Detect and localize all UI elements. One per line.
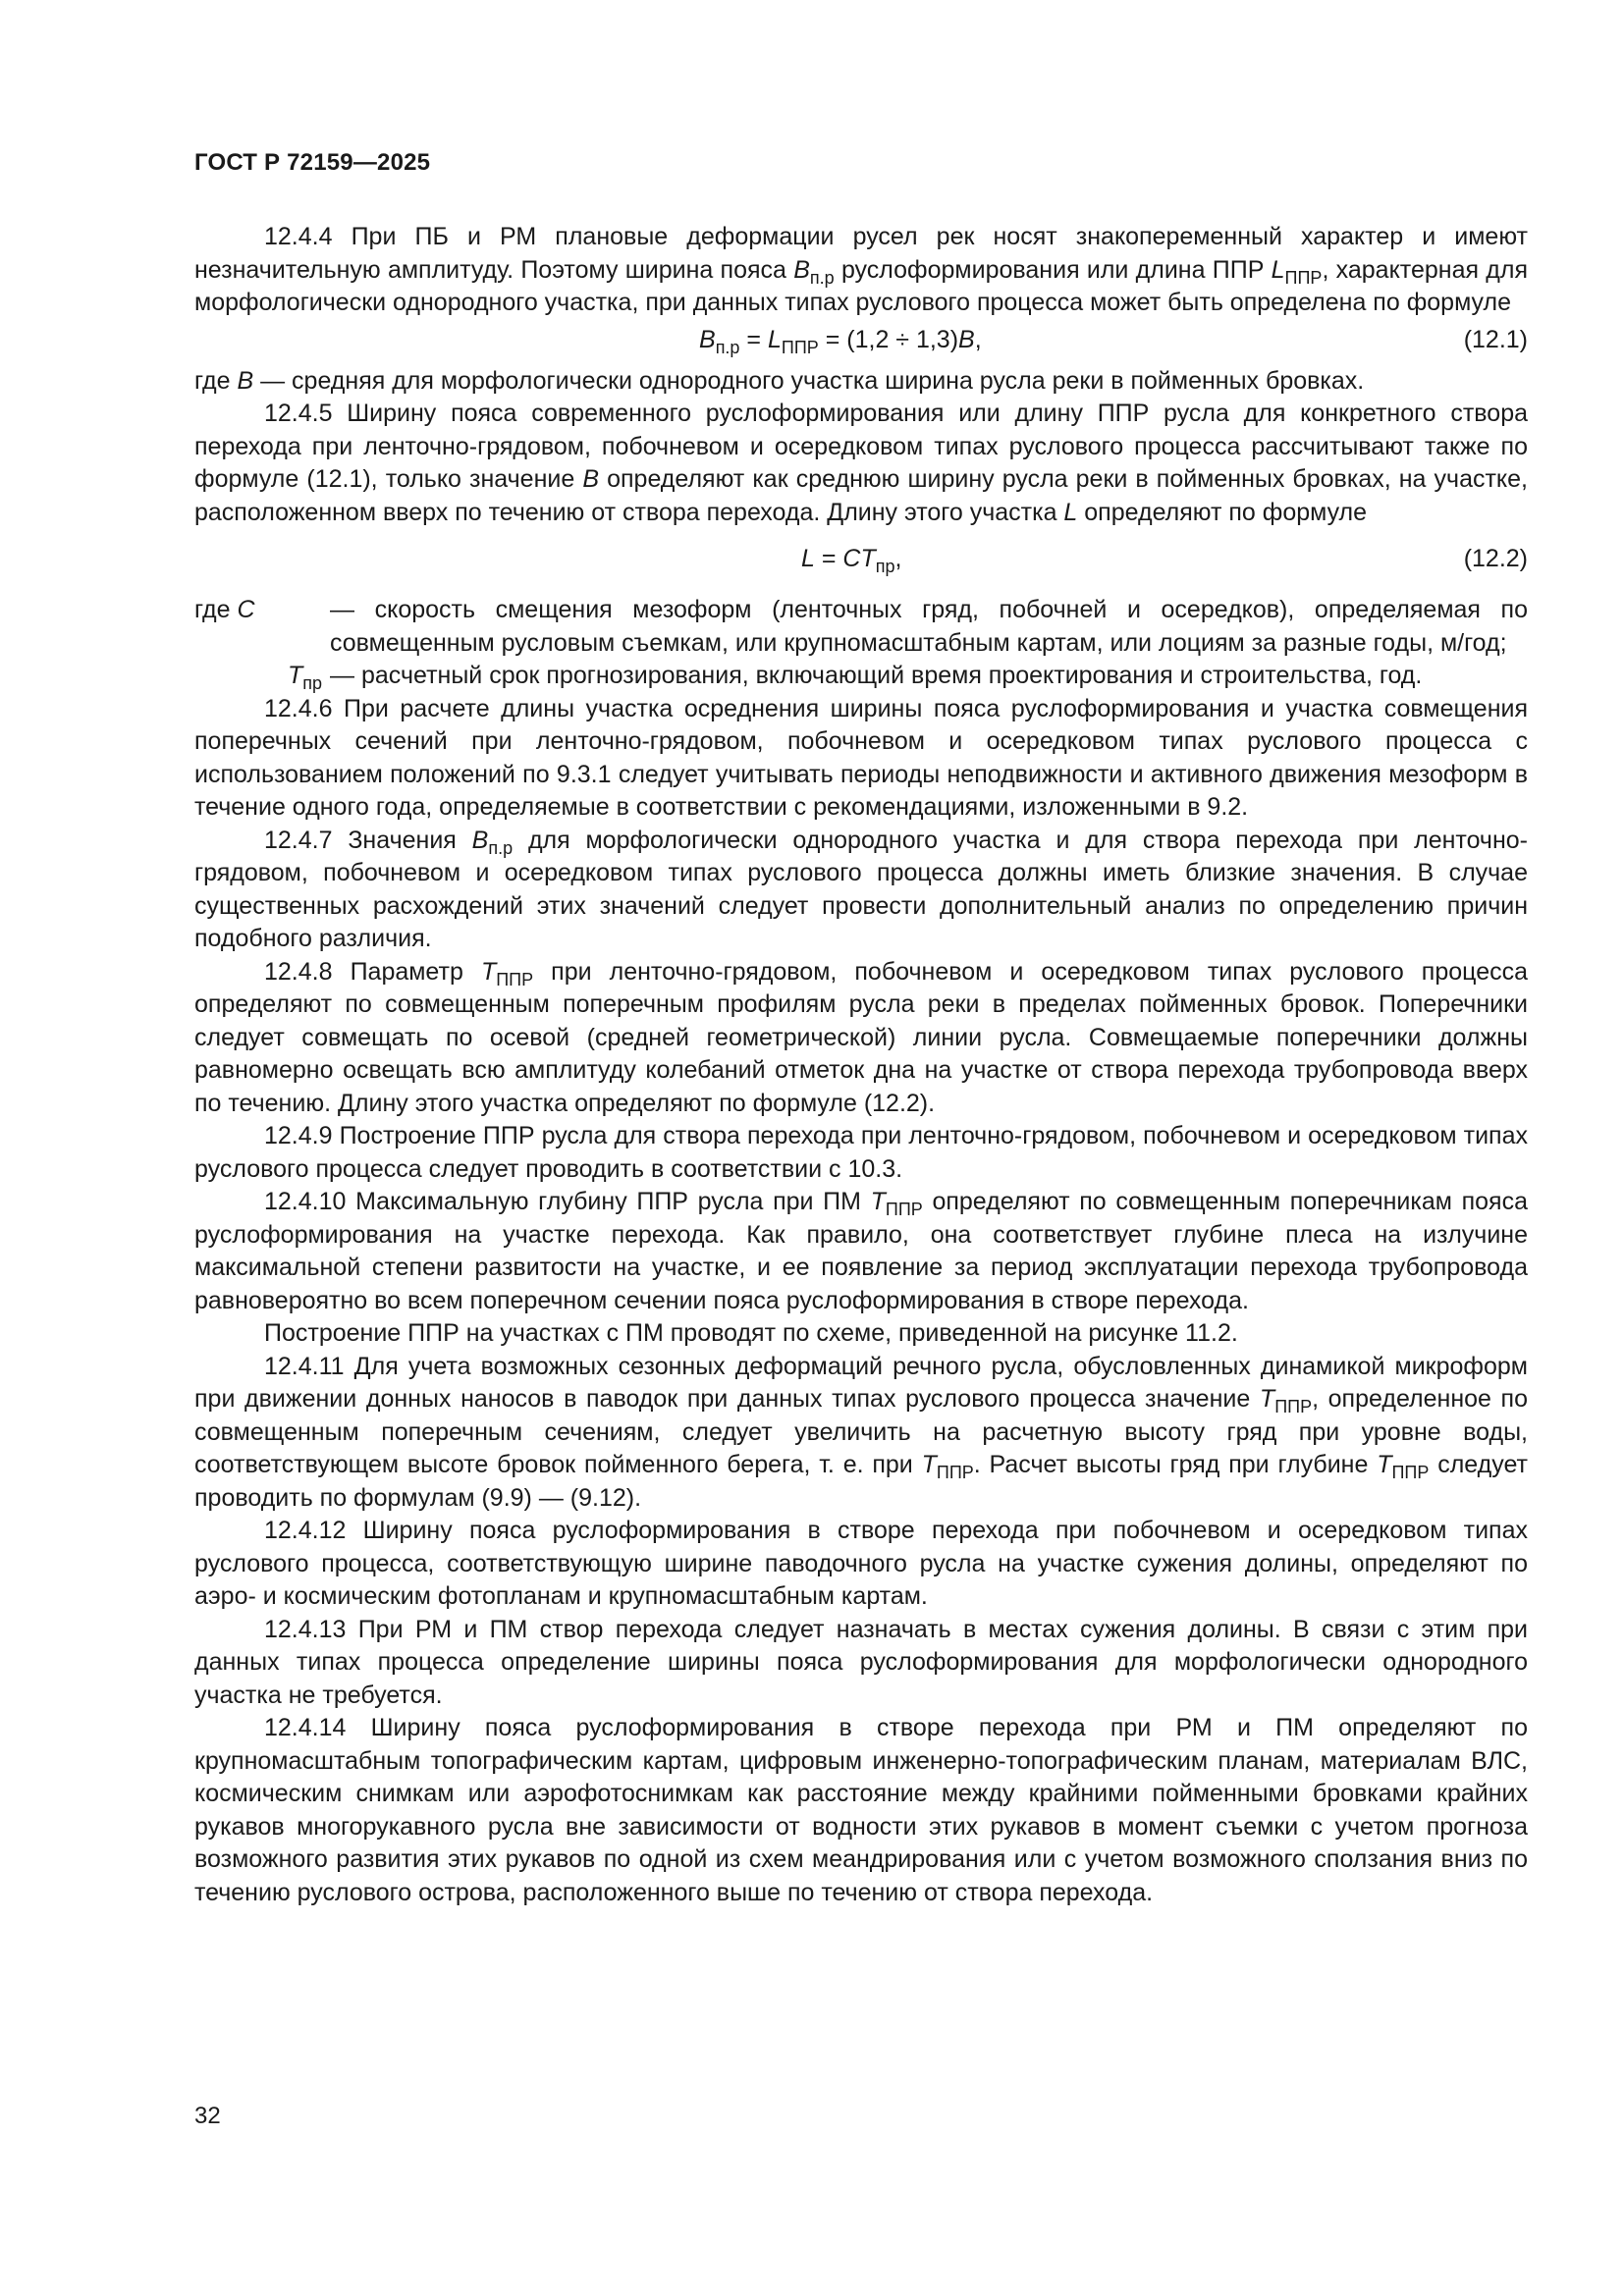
paragraph-12-4-5: 12.4.5 Ширину пояса современного руслоформирования или длину ППР русла для конкретного створа перехода при ленточно-грядовом, побочневом и осередковом типах руслового процесса рассчитывают также по формуле (12.1), только значение B определяют как среднюю ширину русла реки в пойменных бровках, на участке, расположенном вверх по течению от створа перехода. Длину этого участка L определяют по формуле xyxy=(194,400,1528,526)
paragraph-12-4-10: 12.4.10 Максимальную глубину ППР русла при ПМ $T_{ППР}$ определяют по совмещенным поперечникам пояса руслоформирования на участке перехода. Как правило, она соответствует глубине плеса на излучине максимальной степени развитости на участке, и ее появление за период эксплуатации перехода трубопровода равновероятно во всем поперечном сечении пояса руслоформирования в створе перехода. xyxy=(194,1188,1528,1314)
paragraph-12-4-6: 12.4.6 При расчете длины участка осреднения ширины пояса руслоформирования и участка совмещения поперечных сечений при ленточно-грядовом, побочневом и осередковом типах руслового процесса с использованием положений по 9.3.1 следует учитывать периоды неподвижности и активного движения мезоформ в течение одного года, определяемые в соответствии с рекомендациями, изложенными в 9.2. xyxy=(194,694,1528,821)
formula-number: (12.1) xyxy=(1463,325,1528,353)
paragraph-12-4-13: 12.4.13 При РМ и ПМ створ перехода следует назначать в местах сужения долины. В связи с этим при данных типах процесса определение ширины пояса руслоформирования для морфологически однородного участка не требуется. xyxy=(194,1615,1528,1709)
paragraph-12-4-9: 12.4.9 Построение ППР русла для створа перехода при ленточно-грядовом, побочневом и осередковом типах руслового процесса следует проводить в соответствии с 10.3. xyxy=(194,1122,1528,1183)
paragraph-pm-scheme: Построение ППР на участках с ПМ проводят по схеме, приведенной на рисунке 11.2. xyxy=(264,1319,1238,1347)
definition-term: $T_{пр}$ xyxy=(287,662,322,693)
paragraph-12-4-12: 12.4.12 Ширину пояса руслоформирования в створе перехода при побочневом и осередковом типах руслового процесса, соответствующую ширине паводочного русла на участке сужения долины, определяют по аэро- и космическим фотопланам и крупномасштабным картам. xyxy=(194,1517,1528,1610)
definition-c xyxy=(194,594,1528,660)
page-number: 32 xyxy=(194,2103,221,2129)
definition-text: — расчетный срок прогнозирования, включающий время проектирования и строительства, год. xyxy=(330,662,1423,689)
definition-text: — скорость смещения мезоформ (ленточных гряд, побочней и осередков), определяемая по совмещенным русловым съемкам, или крупномасштабным картам, или лоциям за разные годы, м/год; xyxy=(330,596,1528,657)
formula-12-2 xyxy=(194,529,1528,594)
paragraph-12-4-8: 12.4.8 Параметр $T_{ППР}$ при ленточно-грядовом, побочневом и осередковом типах руслового процесса определяют по совмещенным поперечным профилям русла реки в пределах пойменных бровок. Поперечники следует совмещать по осевой (средней геометрической) линии русла. Совмещаемые поперечники должны равномерно освещать всю амплитуду колебаний отметок дна на участке от створа перехода трубопровода вверх по течению. Длину этого участка определяют по формуле (12.2). xyxy=(194,957,1528,1117)
paragraph-where-b: где B — средняя для морфологически однородного участка ширина русла реки в пойменных бровках. xyxy=(194,366,1365,395)
paragraph-12-4-11: 12.4.11 Для учета возможных сезонных деформаций речного русла, обусловленных динамикой микроформ при движении донных наносов в паводок при данных типах руслового процесса значение $T_{ППР}$, определенное по совмещенным поперечным сечениям, следует увеличить на расчетную высоту гряд при уровне воды, соответствующем высоте бровок пойменного берега, т. е. при $T_{ППР}$. Расчет высоты гряд при глубине $T_{ППР}$ следует проводить по формулам (9.9) — (9.12). xyxy=(194,1352,1528,1512)
definition-term: где C xyxy=(194,596,255,623)
document-header: ГОСТ Р 72159—2025 xyxy=(194,149,431,176)
formula-expression: $B_{п.р} = L_{ППР} = (1,2 \div 1,3)B$, xyxy=(699,325,982,357)
document-body xyxy=(194,221,1528,1909)
paragraph-12-4-7: 12.4.7 Значения $B_{п.р}$ для морфологически однородного участка и для створа перехода при ленточно-грядовом, побочневом и осередковом типах руслового процесса должны иметь близкие значения. В случае существенных расхождений этих значений следует провести дополнительный анализ по определению причин подобного различия. xyxy=(194,826,1528,952)
formula-expression: $L = CT_{пр}$, xyxy=(801,545,902,576)
paragraph-12-4-4: 12.4.4 При ПБ и РМ плановые деформации русел рек носят знакопеременный характер и имеют незначительную амплитуду. Поэтому ширина пояса $B_{п.р}$ руслоформирования или длина ППР $L_{ППР}$, характерная для морфологически однородного участка, при данных типах руслового процесса может быть определена по формуле xyxy=(194,223,1528,316)
paragraph-12-4-14: 12.4.14 Ширину пояса руслоформирования в створе перехода при РМ и ПМ определяют по крупномасштабным топографическим картам, цифровым инженерно-топографическим планам, материалам ВЛС, космическим снимкам или аэрофотоснимкам как расстояние между крайними пойменными бровками крайних рукавов многорукавного русла вне зависимости от водности этих рукавов в момент съемки с учетом прогноза возможного развития этих рукавов по одной из схем меандрирования или с учетом возможного сползания вниз по течению руслового острова, расположенного выше по течению от створа перехода. xyxy=(194,1714,1528,1906)
definition-t xyxy=(194,660,1528,693)
formula-number: (12.2) xyxy=(1463,545,1528,572)
formula-12-1 xyxy=(194,320,1528,365)
